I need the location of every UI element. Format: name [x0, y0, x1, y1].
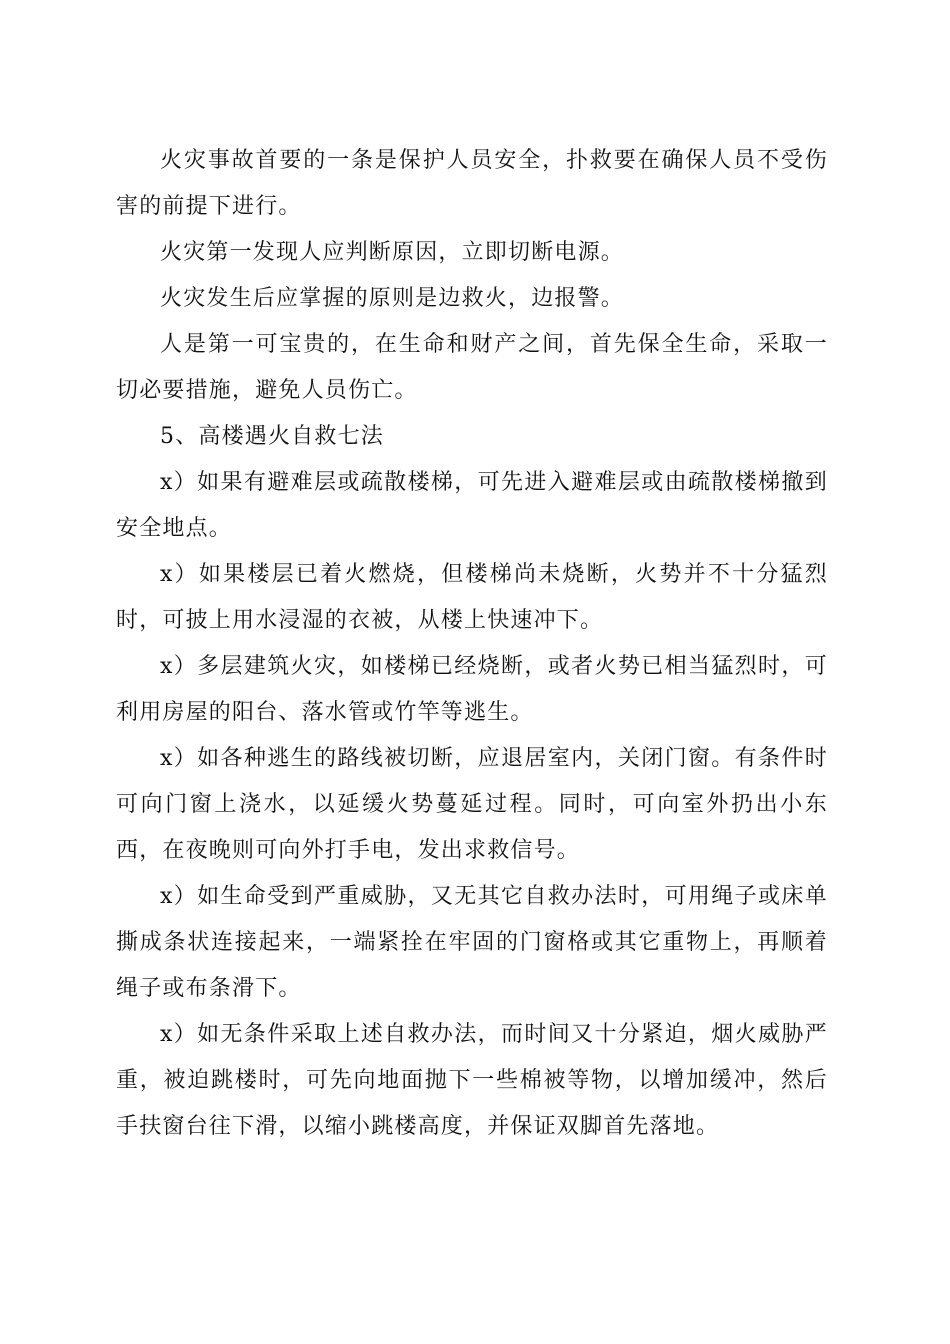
paragraph-fire-principle: 火灾发生后应掌握的原则是边救火，边报警。: [160, 286, 625, 311]
paragraph-fire-safety-priority: 火灾事故首要的一条是保护人员安全，扑救要在确保人员不受伤害的前提下进行。: [116, 148, 828, 219]
list-item-refuge-floor: x）如果有避难层或疏散楼梯，可先进入避难层或由疏散楼梯撤到安全地点。: [116, 470, 828, 541]
list-item-balcony-escape: x）多层建筑火灾，如楼梯已经烧断，或者火势已相当猛烈时，可利用房屋的阳台、落水管或竹竿等逃生。: [116, 654, 828, 725]
paragraph-life-first: 人是第一可宝贵的，在生命和财产之间，首先保全生命，采取一切必要措施，避免人员伤亡。: [116, 332, 828, 403]
paragraph-first-discoverer: 火灾第一发现人应判断原因，立即切断电源。: [160, 240, 625, 265]
document-body: [116, 138, 828, 1150]
list-item-wet-blanket: x）如果楼层已着火燃烧，但楼梯尚未烧断，火势并不十分猛烈时，可披上用水浸湿的衣被，从楼上快速冲下。: [116, 562, 828, 633]
list-item-rope-escape: x）如生命受到严重威胁，又无其它自救办法时，可用绳子或床单撕成条状连接起来，一端紧拴在牢固的门窗格或其它重物上，再顺着绳子或布条滑下。: [116, 884, 828, 1001]
list-item-stay-indoors: x）如各种逃生的路线被切断，应退居室内，关闭门窗。有条件时可向门窗上浇水，以延缓火势蔓延过程。同时，可向室外扔出小东西，在夜晚则可向外打手电，发出求救信号。: [116, 746, 828, 863]
list-item-jump-escape: x）如无条件采取上述自救办法，而时间又十分紧迫，烟火威胁严重，被迫跳楼时，可先向地面抛下一些棉被等物，以增加缓冲，然后手扶窗台往下滑，以缩小跳楼高度，并保证双脚首先落地。: [116, 1022, 828, 1139]
section-heading-high-rise-escape: 5、高楼遇火自救七法: [160, 424, 384, 449]
